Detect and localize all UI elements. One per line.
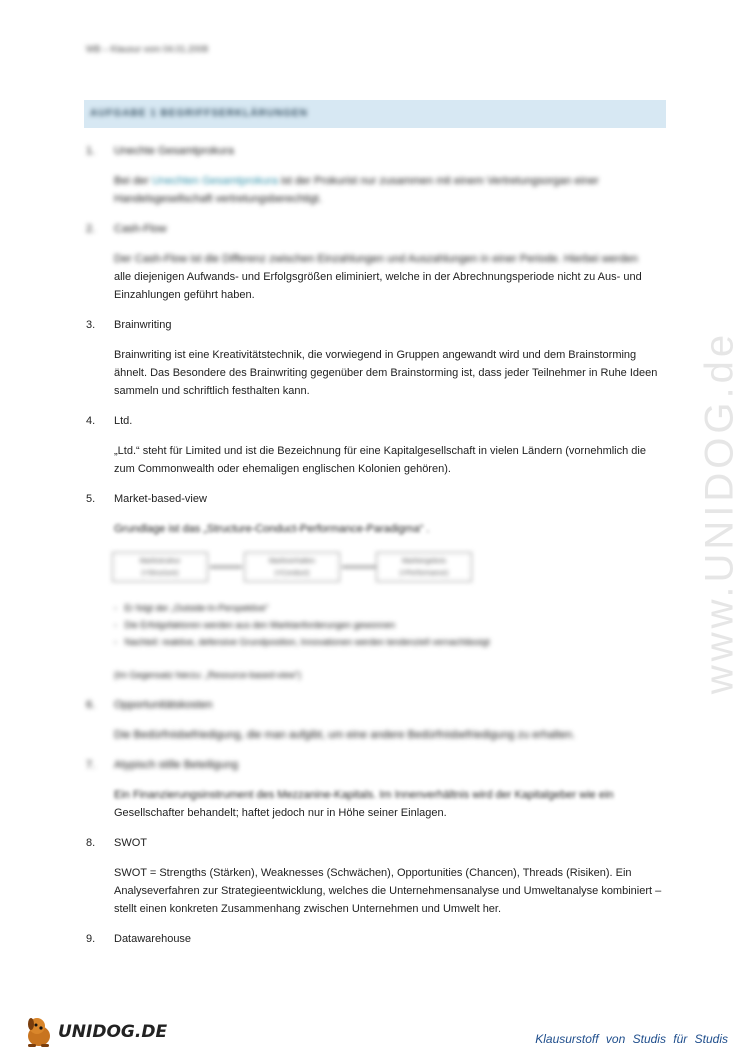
bullet-text: Die Erfolgsfaktoren werden aus den Marktanforderungen gewonnen: [124, 620, 396, 630]
item-title: Datawarehouse: [114, 933, 192, 945]
item-number: 8.: [86, 837, 96, 849]
term-link: Unechten Gesamtprokura: [151, 175, 278, 187]
diagram-box-sublabel: (=Conduct): [274, 570, 310, 577]
diagram-box-label: Marktverhalten: [268, 558, 316, 565]
item-definition: Gesellschafter behandelt; haftet jedoch nur in Höhe seiner Einlagen.: [114, 807, 447, 819]
item-title: Unechte Gesamtprokura: [114, 145, 234, 157]
diagram-box-structure: [112, 552, 208, 582]
item-definition: Grundlage ist das „Structure-Conduct-Performance-Paradigma“ .: [114, 523, 430, 535]
diagram-box-label: Marktstruktur: [139, 558, 181, 565]
item-number: 7.: [86, 759, 96, 771]
logo-brand-text: UNIDOG.DE: [58, 1022, 168, 1042]
watermark: [690, 280, 742, 740]
bullet-text: Nachteil: reaktive, defensive Grundposition, Innovationen werden tendenziell vernachlässigt: [124, 637, 490, 647]
item-title: Atypisch stille Beteiligung: [114, 759, 239, 771]
bullet-list: [114, 600, 654, 651]
diagram-box-performance: [376, 552, 472, 582]
page-header: WB – Klausur vom 04.01.2008: [86, 44, 209, 54]
item-number: 3.: [86, 319, 96, 331]
item-definition: SWOT = Strengths (Stärken), Weaknesses (Schwächen), Opportunities (Chancen), Threads (Risiken). Ein Analyseverfahren zur Strategieentwicklung, welches die Unternehmensanalyse und Umweltanalyse kombiniert – stellt einen konkreten Zusammenhang zwischen Unternehmen und Umwelt her.: [114, 867, 662, 915]
bullet-item: - Nachteil: reaktive, defensive Grundposition, Innovationen werden tendenziell vernachlässigt: [114, 637, 490, 647]
item-number: 6.: [86, 699, 96, 711]
section-heading: AUFGABE 1 BEGRIFFSERKLÄRUNGEN: [90, 108, 308, 119]
item-title: SWOT: [114, 837, 147, 849]
item-title: Ltd.: [114, 415, 133, 427]
definition-text: Bei der: [114, 175, 152, 187]
item-title: Brainwriting: [114, 319, 172, 331]
item-number: 5.: [86, 493, 96, 505]
item-definition-blurred: Ein Finanzierungsinstrument des Mezzanine-Kapitals. Im Innenverhältnis wird der Kapitalgeber wie ein: [114, 789, 614, 801]
diagram-arrow: [210, 566, 242, 568]
diagram-arrow: [342, 566, 376, 568]
unidog-logo: [20, 1012, 168, 1052]
definition-text: ist der Prokurist nur zusammen mit einem Vertretungsorgan einer Handelsgesellschaft vertretungsberechtigt.: [114, 175, 599, 205]
item-definition: Brainwriting ist eine Kreativitätstechnik, die vorwiegend in Gruppen angewandt wird und dem Brainstorming ähnelt. Das Besondere des Brainwriting gegenüber dem Brainstorming ist, dass jeder Teilnehmer in Ruhe Ideen sammeln und schriftlich festhalten kann.: [114, 349, 658, 397]
bullet-item: - Die Erfolgsfaktoren werden aus den Marktanforderungen gewonnen: [114, 620, 396, 630]
item-number: 4.: [86, 415, 96, 427]
item-title: Cash-Flow: [114, 223, 167, 235]
diagram-box-conduct: [244, 552, 340, 582]
bullet-text: Er folgt der „Outside-In-Perspektive“: [124, 603, 269, 613]
section-heading-bar: [84, 100, 666, 128]
item-definition: Die Bedürfnisbefriedigung, die man aufgibt, um eine andere Bedürfnisbefriedigung zu erhalten.: [114, 729, 576, 741]
item-title: Opportunitätskosten: [114, 699, 213, 711]
diagram-box-sublabel: (=Performance): [399, 570, 449, 577]
watermark-text: www.UNIDOG.de: [697, 330, 742, 695]
item-definition-blurred: Der Cash-Flow ist die Differenz zwischen Einzahlungen und Auszahlungen in einer Periode. Hierbei werden: [114, 253, 638, 265]
diagram-box-label: Marktergebnis: [401, 558, 447, 565]
comparison-note: (Im Gegensatz hierzu: „Resource-based-view“): [114, 670, 302, 680]
footer-tagline: Klausurstoff von Studis für Studis: [535, 1032, 728, 1046]
bullet-item: - Er folgt der „Outside-In-Perspektive“: [114, 603, 269, 613]
item-number: 1.: [86, 145, 96, 157]
scp-diagram: [112, 552, 474, 586]
item-number: 2.: [86, 223, 96, 235]
dog-mascot-icon: [24, 1014, 54, 1048]
item-definition: [114, 172, 662, 208]
item-title: Market-based-view: [114, 493, 207, 505]
item-number: 9.: [86, 933, 96, 945]
diagram-box-sublabel: (=Structure): [141, 570, 179, 577]
item-definition: alle diejenigen Aufwands- und Erfolgsgrößen eliminiert, welche in der Abrechnungsperiode nicht zu Aus- und Einzahlungen geführt haben.: [114, 271, 642, 301]
item-definition: „Ltd.“ steht für Limited und ist die Bezeichnung für eine Kapitalgesellschaft in vielen Ländern (vornehmlich die zum Commonwealth oder ehemaligen englischen Kolonien gehören).: [114, 445, 646, 475]
